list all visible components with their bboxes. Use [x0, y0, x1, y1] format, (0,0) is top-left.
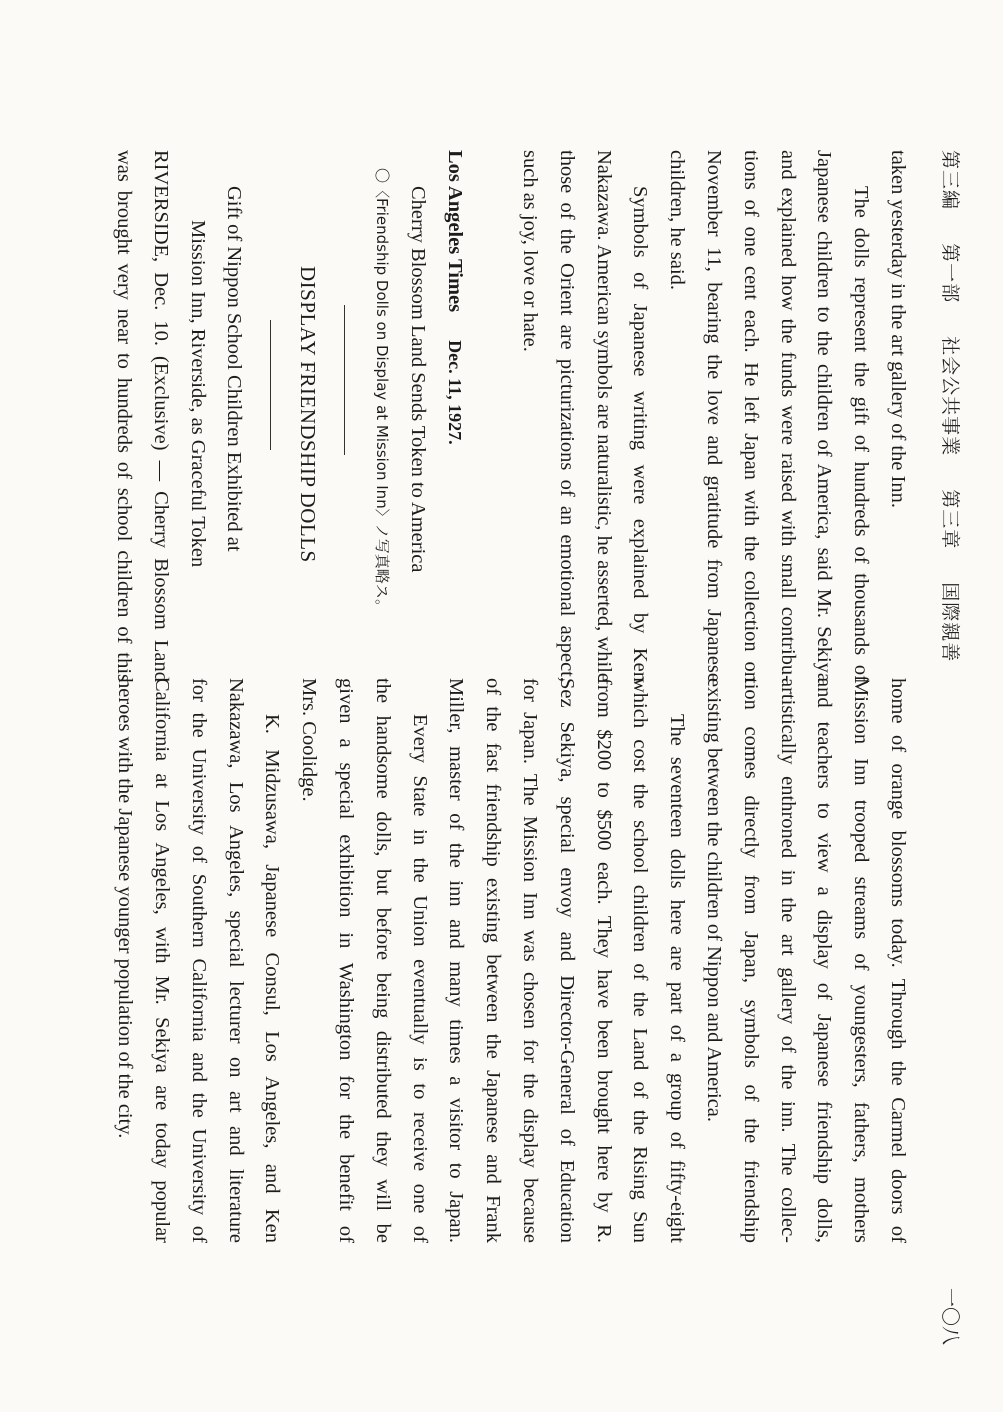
text-line: and explained how the funds were raised with small contribu-	[776, 150, 799, 682]
right-column	[16, 678, 916, 1243]
part-label: 第三編	[939, 150, 961, 211]
source-date: Dec. 11, 1927.	[445, 340, 466, 445]
text-line: RIVERSIDE, Dec. 10. (Exclusive) — Cherry Blossom Land	[149, 150, 172, 682]
text-line: was brought very near to hundreds of school children of this	[113, 150, 136, 682]
divider-row	[252, 150, 289, 682]
text-line: Miller, master of the inn and many times a visitor to Japan.	[445, 678, 468, 1243]
source-citation	[436, 150, 473, 682]
text-line: tions of one cent each. He left Japan with the collection on	[739, 150, 762, 682]
text-line: November 11, bearing the love and gratitude from Japanese	[703, 150, 726, 682]
article-subhead: Mission Inn, Riverside, as Graceful Token	[186, 220, 209, 568]
text-line: given a special exhibition in Washington for the benefit of	[335, 678, 358, 1243]
division-title: 社会公共事業	[939, 336, 961, 457]
newspaper-name: Los Angeles Times	[444, 150, 467, 313]
text-line: home of orange blossoms today. Through the Carmel doors of	[887, 678, 909, 1243]
text-line: from $200 to $500 each. They have been brought here by R.	[592, 678, 615, 1243]
article-subhead: Gift of Nippon School Children Exhibited at	[223, 186, 246, 552]
text-line: existing between the children of Nippon and America.	[703, 678, 726, 1123]
text-line: artistically enthroned in the art gallery of the inn. The collec-	[776, 678, 799, 1243]
text-line: Symbols of Japanese writing were explained by Ken	[629, 186, 652, 682]
text-line: and teachers to view a display of Japanese friendship dolls,	[813, 678, 836, 1243]
text-line: The dolls represent the gift of hundreds of thousands of	[850, 186, 873, 682]
text-line: Nakazawa. American symbols are naturalistic, he asserted, while	[592, 150, 615, 682]
text-line: children, he said.	[666, 150, 689, 291]
left-column	[16, 150, 916, 682]
division-label: 第一部	[939, 243, 961, 304]
text-line: Mission Inn trooped streams of youngesters, fathers, mothers	[850, 678, 873, 1243]
section-title	[938, 150, 965, 688]
chapter-label: 第三章	[939, 489, 961, 550]
text-line: Japanese children to the children of America, said Mr. Sekiya	[813, 150, 836, 682]
page-number: 一〇八	[939, 1287, 961, 1345]
text-line: such as joy, love or hate.	[519, 150, 542, 352]
photo-note: 〇〈Friendship Dolls on Display at Mission Inn〉ノ写真略ス。	[372, 168, 391, 615]
text-line: for the University of Southern California and the University of	[187, 678, 210, 1243]
text-line: the handsome dolls, but before being distributed they will be	[371, 678, 394, 1243]
text-line: K. Midzusawa, Japanese Consul, Los Angeles, and Ken	[261, 714, 284, 1243]
text-line: which cost the school children of the Land of the Rising Sun	[629, 678, 652, 1243]
divider-row	[326, 150, 363, 682]
divider-rule	[344, 305, 345, 455]
text-line: Every State in the Union eventually is to receive one of	[408, 714, 431, 1243]
text-line: Mrs. Coolidge.	[298, 678, 321, 802]
running-header	[935, 150, 965, 1345]
text-line: California at Los Angeles, with Mr. Sekiya are today popular	[151, 678, 174, 1243]
spacer	[473, 150, 511, 682]
text-line: heroes with the Japanese younger population of the city.	[114, 678, 137, 1139]
text-line: tion comes directly from Japan, symbols of the friendship	[739, 678, 762, 1243]
text-line: of the fast friendship existing between the Japanese and Frank	[482, 678, 505, 1243]
text-line: The seventeen dolls here are part of a group of fifty-eight	[666, 714, 689, 1243]
divider-rule	[270, 320, 271, 450]
text-line: Nakazawa, Los Angeles, special lecturer on art and literature	[224, 678, 247, 1243]
text-line: taken yesterday in the art gallery of the Inn.	[887, 150, 909, 509]
text-line: those of the Orient are picturizations of an emotional aspect,	[555, 150, 578, 682]
article-headline: DISPLAY FRIENDSHIP DOLLS	[296, 266, 321, 563]
text-line: for Japan. The Mission Inn was chosen for the display because	[519, 678, 542, 1243]
article-subtitle: Cherry Blossom Land Sends Token to America	[407, 186, 430, 573]
text-line: Sez Sekiya, special envoy and Director-General of Education	[555, 678, 578, 1243]
chapter-title: 国際親善	[939, 582, 961, 663]
